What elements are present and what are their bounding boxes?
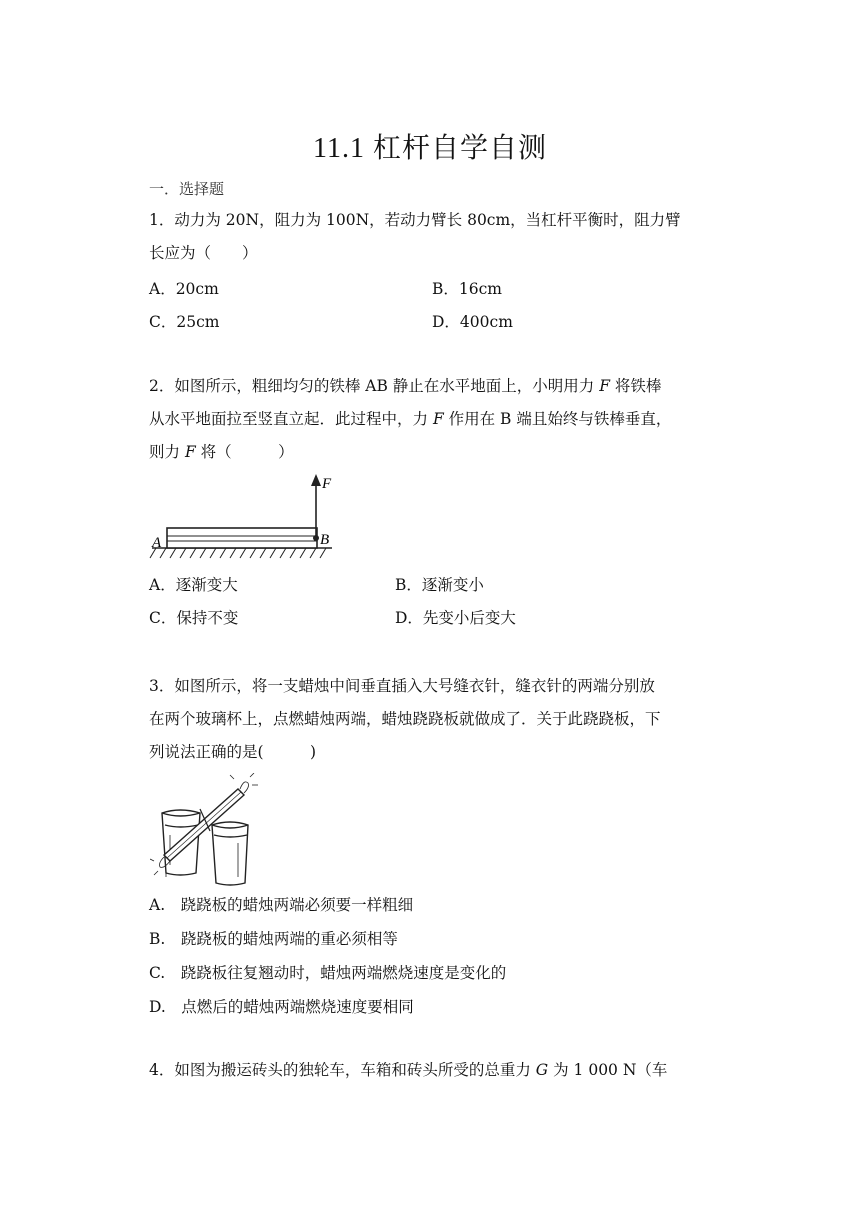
q3-text-line3: 列说法正确的是( ) [149,743,317,761]
q2-text-line2: 从水平地面拉至竖直立起．此过程中，力 F 作用在 B 端且始终与铁棒垂直， [149,410,672,428]
label-a: A [152,535,162,551]
q3-text-line2: 在两个玻璃杯上，点燃蜡烛两端，蜡烛跷跷板就做成了．关于此跷跷板，下 [149,710,661,728]
flame-right [230,773,258,793]
q1-option-c: C．25cm [149,313,220,331]
q1-option-b: B．16cm [432,280,502,298]
label-b: B [320,532,330,548]
candle [164,789,244,861]
q3-option-c: C. 跷跷板往复翘动时，蜡烛两端燃烧速度是变化的 [149,964,507,982]
label-f: F [322,476,332,492]
q3-text-line1: 3．如图所示，将一支蜡烛中间垂直插入大号缝衣针，缝衣针的两端分别放 [149,677,655,695]
q1-option-a: A．20cm [149,280,219,298]
ground-hatching [150,548,326,558]
q1-text-line2: 长应为（ ） [149,244,258,262]
section-heading: 一．选择题 [149,180,225,198]
q2-option-a: A．逐渐变大 [149,576,238,594]
q3-option-a: A. 跷跷板的蜡烛两端必须要一样粗细 [149,896,414,914]
q2-option-d: D．先变小后变大 [395,609,516,627]
q1-text-line1: 1．动力为 20N，阻力为 100N，若动力臂长 80cm，当杠杆平衡时，阻力臂 [149,211,681,229]
force-symbol: F [432,410,444,428]
q1-option-d: D．400cm [432,313,513,331]
gravity-symbol: G [535,1061,549,1079]
iron-bar [167,528,317,548]
force-symbol: F [599,377,610,395]
right-glass [212,822,248,885]
q4-text-line1: 4．如图为搬运砖头的独轮车，车箱和砖头所受的总重力 G 为 1 000 N（车 [149,1061,668,1079]
iron-bar-figure [146,470,346,565]
q3-option-b: B. 跷跷板的蜡烛两端的重必须相等 [149,930,398,948]
q2-option-b: B．逐渐变小 [395,576,484,594]
force-arrowhead [311,474,321,486]
page-title: 11.1 杠杆自学自测 [313,133,547,164]
q2-option-c: C．保持不变 [149,609,239,627]
candle-seesaw-figure [150,773,260,888]
q2-text-line3: 则力 F 将（ ） [149,443,294,461]
q2-text-line1: 2．如图所示，粗细均匀的铁棒 AB 静止在水平地面上，小明用力 F 将铁棒 [149,377,662,395]
flame-left [150,857,170,877]
force-symbol: F [184,443,196,461]
point-b-dot [313,535,319,541]
q3-option-d: D. 点燃后的蜡烛两端燃烧速度要相同 [149,998,414,1016]
